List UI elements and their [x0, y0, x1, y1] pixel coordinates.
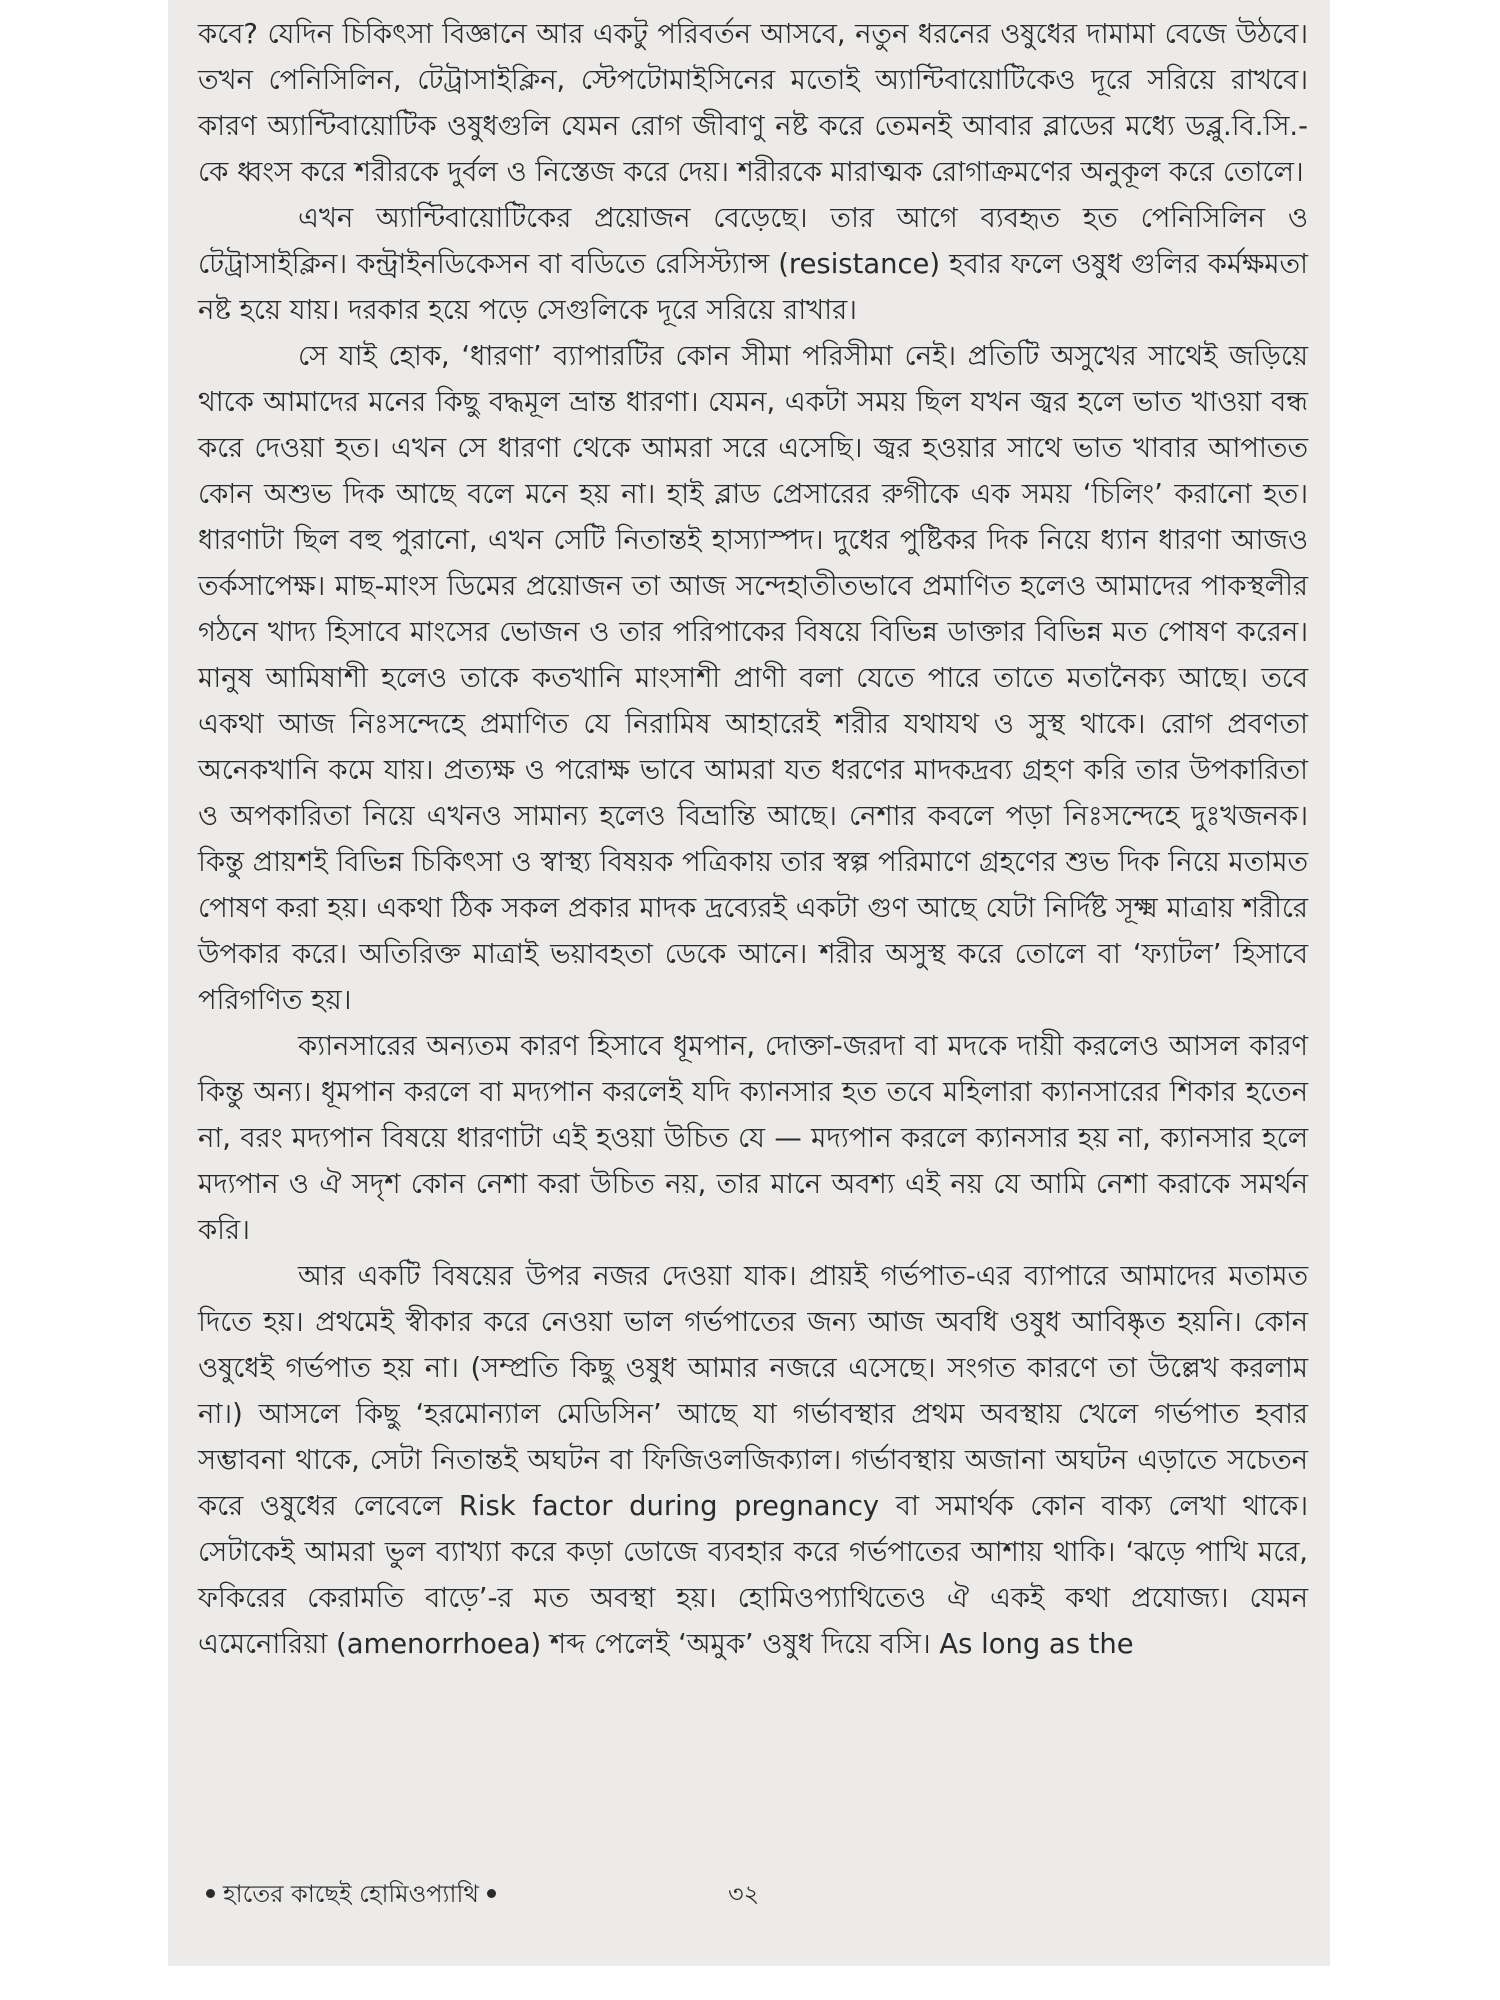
paragraph: আর একটি বিষয়ের উপর নজর দেওয়া যাক। প্রায়ই গর্ভপাত-এর ব্যাপারে আমাদের মতামত দিতে হয়। প্রথমেই স্বীকার করে নেওয়া ভাল গর্ভপাতের জন্য আজ অবধি ওষুধ আবিষ্কৃত হয়নি। কোন ওষুধেই গর্ভপাত হয় না। (সম্প্রতি কিছু ওষুধ আমার নজরে এসেছে। সংগত কারণে তা উল্লেখ করলাম না।) আসলে কিছু ‘হরমোন্যাল মেডিসিন’ আছে যা গর্ভাবস্থার প্রথম অবস্থায় খেলে গর্ভপাত হবার সম্ভাবনা থাকে, সেটা নিতান্তই অঘটন বা ফিজিওলজিক্যাল। গর্ভাবস্থায় অজানা অঘটন এড়াতে সচেতন করে ওষুধের লেবেলে Risk factor during pregnancy বা সমার্থক কোন বাক্য লেখা থাকে। সেটাকেই আমরা ভুল ব্যাখ্যা করে কড়া ডোজে ব্যবহার করে গর্ভপাতের আশায় থাকি। ‘ঝড়ে পাখি মরে, ফকিরের কেরামতি বাড়ে’-র মত অবস্থা হয়। হোমিওপ্যাথিতেও ঐ একই কথা প্রযোজ্য। যেমন এমেনোরিয়া (amenorrhoea) শব্দ পেলেই ‘অমুক’ ওষুধ দিয়ে বসি। As long as the	[198, 1261, 1308, 1660]
running-footer	[206, 1876, 496, 1916]
book-title: হাতের কাছেই হোমিওপ্যাথি	[223, 1880, 479, 1908]
paragraph: এখন অ্যান্টিবায়োটিকের প্রয়োজন বেড়েছে। তার আগে ব্যবহৃত হত পেনিসিলিন ও টেট্রাসাইক্লিন। কন্ট্রাইনডিকেসন বা বডিতে রেসিস্ট্যান্স (resistance) হবার ফলে ওষুধ গুলির কর্মক্ষমতা নষ্ট হয়ে যায়। দরকার হয়ে পড়ে সেগুলিকে দূরে সরিয়ে রাখার।	[198, 203, 1308, 326]
page-number: ৩২	[728, 1880, 760, 1908]
bullet-icon	[487, 1889, 496, 1898]
body-text	[198, 12, 1308, 1668]
page-footer	[198, 1876, 1308, 1916]
paragraph: সে যাই হোক, ‘ধারণা’ ব্যাপারটির কোন সীমা পরিসীমা নেই। প্রতিটি অসুখের সাথেই জড়িয়ে থাকে আমাদের মনের কিছু বদ্ধমূল ভ্রান্ত ধারণা। যেমন, একটা সময় ছিল যখন জ্বর হলে ভাত খাওয়া বন্ধ করে দেওয়া হত। এখন সে ধারণা থেকে আমরা সরে এসেছি। জ্বর হওয়ার সাথে ভাত খাবার আপাতত কোন অশুভ দিক আছে বলে মনে হয় না। হাই ব্লাড প্রেসারের রুগীকে এক সময় ‘চিলিং’ করানো হত। ধারণাটা ছিল বহু পুরানো, এখন সেটি নিতান্তই হাস্যাস্পদ। দুধের পুষ্টিকর দিক নিয়ে ধ্যান ধারণা আজও তর্কসাপেক্ষ। মাছ-মাংস ডিমের প্রয়োজন তা আজ সন্দেহাতীতভাবে প্রমাণিত হলেও আমাদের পাকস্থলীর গঠনে খাদ্য হিসাবে মাংসের ভোজন ও তার পরিপাকের বিষয়ে বিভিন্ন ডাক্তার বিভিন্ন মত পোষণ করেন। মানুষ আমিষাশী হলেও তাকে কতখানি মাংসাশী প্রাণী বলা যেতে পারে তাতে মতানৈক্য আছে। তবে একথা আজ নিঃসন্দেহে প্রমাণিত যে নিরামিষ আহারেই শরীর যথাযথ ও সুস্থ থাকে। রোগ প্রবণতা অনেকখানি কমে যায়। প্রত্যক্ষ ও পরোক্ষ ভাবে আমরা যত ধরণের মাদকদ্রব্য গ্রহণ করি তার উপকারিতা ও অপকারিতা নিয়ে এখনও সামান্য হলেও বিভ্রান্তি আছে। নেশার কবলে পড়া নিঃসন্দেহে দুঃখজনক। কিন্তু প্রায়শই বিভিন্ন চিকিৎসা ও স্বাস্থ্য বিষয়ক পত্রিকায় তার স্বল্প পরিমাণে গ্রহণের শুভ দিক নিয়ে মতামত পোষণ করা হয়। একথা ঠিক সকল প্রকার মাদক দ্রব্যেরই একটা গুণ আছে যেটা নির্দিষ্ট সূক্ষ্ম মাত্রায় শরীরে উপকার করে। অতিরিক্ত মাত্রাই ভয়াবহতা ডেকে আনে। শরীর অসুস্থ করে তোলে বা ‘ফ্যাটল’ হিসাবে পরিগণিত হয়।	[198, 341, 1309, 1016]
book-page	[168, 0, 1330, 1966]
paragraph: কবে? যেদিন চিকিৎসা বিজ্ঞানে আর একটু পরিবর্তন আসবে, নতুন ধরনের ওষুধের দামামা বেজে উঠবে। তখন পেনিসিলিন, টেট্রাসাইক্লিন, স্টেপটোমাইসিনের মতোই অ্যান্টিবায়োটিকেও দূরে সরিয়ে রাখবে। কারণ অ্যান্টিবায়োটিক ওষুধগুলি যেমন রোগ জীবাণু নষ্ট করে তেমনই আবার ব্লাডের মধ্যে ডব্লু.বি.সি.-কে ধ্বংস করে শরীরকে দুর্বল ও নিস্তেজ করে দেয়। শরীরকে মারাত্মক রোগাক্রমণের অনুকূল করে তোলে।	[198, 19, 1308, 188]
paragraph: ক্যানসারের অন্যতম কারণ হিসাবে ধূমপান, দোক্তা-জরদা বা মদকে দায়ী করলেও আসল কারণ কিন্তু অন্য। ধূমপান করলে বা মদ্যপান করলেই যদি ক্যানসার হত তবে মহিলারা ক্যানসারের শিকার হতেন না, বরং মদ্যপান বিষয়ে ধারণাটা এই হওয়া উচিত যে — মদ্যপান করলে ক্যানসার হয় না, ক্যানসার হলে মদ্যপান ও ঐ সদৃশ কোন নেশা করা উচিত নয়, তার মানে অবশ্য এই নয় যে আমি নেশা করাকে সমর্থন করি।	[198, 1031, 1308, 1246]
bullet-icon	[206, 1889, 215, 1898]
